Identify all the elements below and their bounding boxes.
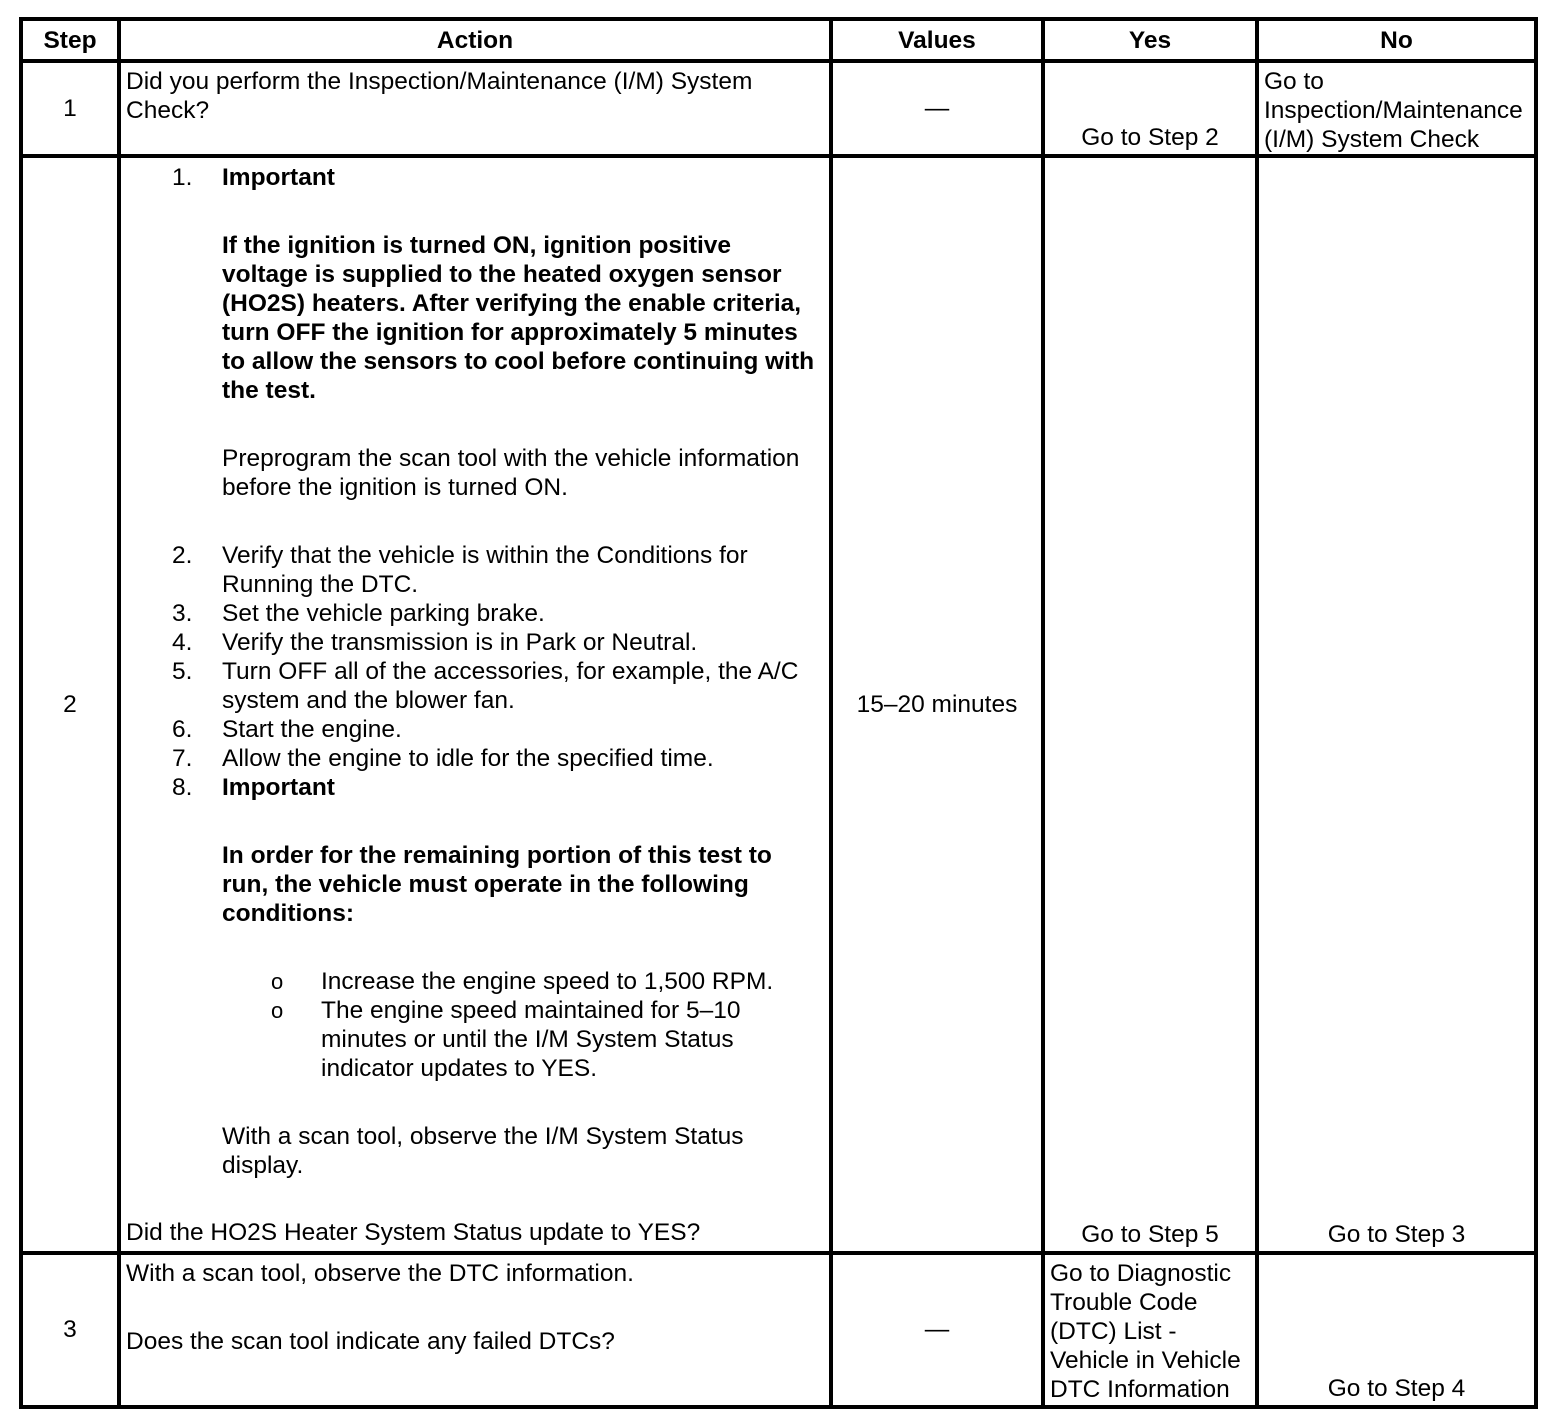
list-number: 6. — [172, 716, 193, 744]
action-cell — [119, 156, 831, 1252]
step-number: 2 — [63, 690, 77, 718]
list-number: 1. — [172, 164, 193, 192]
scan-tool-note: With a scan tool, observe the I/M System Status display. — [222, 1123, 744, 1180]
values-cell — [831, 61, 1043, 156]
yes-cell — [1043, 1253, 1257, 1407]
table-row-step-3 — [21, 1253, 1536, 1407]
bullet-text: The engine speed maintained for 5–10 minutes or until the I/M System Status indicator updates to YES. — [321, 997, 741, 1083]
list-text: Verify that the vehicle is within the Conditions for Running the DTC. — [222, 542, 748, 599]
action-text: Did you perform the Inspection/Maintenance (I/M) System Check? — [126, 68, 753, 124]
yes-link[interactable]: Go to Step 5 — [1081, 1220, 1219, 1248]
list-item — [121, 628, 829, 657]
action-cell — [119, 1253, 831, 1407]
bullet-symbol: o — [271, 998, 284, 1024]
important-warning: If the ignition is turned ON, ignition positive voltage is supplied to the heated oxygen sensor (HO2S) heaters. After verifying the enable criteria, turn OFF the ignition for approximately 5 minutes to allow the sensors to cool before continuing with the test. — [222, 232, 815, 405]
table-row-step-1 — [21, 61, 1536, 156]
values-text: 15–20 minutes — [856, 690, 1018, 718]
action-text: With a scan tool, observe the DTC information. — [126, 1259, 634, 1287]
no-link[interactable]: Go to Step 3 — [1327, 1220, 1466, 1248]
yes-cell — [1043, 61, 1257, 156]
values-text: — — [924, 95, 950, 123]
list-item — [121, 163, 829, 502]
important-title: Important — [222, 774, 335, 802]
list-text: Set the vehicle parking brake. — [222, 600, 545, 628]
yes-cell — [1043, 156, 1257, 1252]
diagnostic-table — [19, 17, 1538, 1409]
list-item — [121, 715, 829, 744]
list-number: 7. — [172, 745, 193, 773]
table-row-step-2 — [21, 156, 1536, 1252]
question-text: Does the scan tool indicate any failed DTCs? — [126, 1327, 615, 1355]
list-number: 3. — [172, 600, 193, 628]
header-values: Values — [831, 19, 1043, 61]
no-link[interactable]: Go to Step 4 — [1327, 1375, 1466, 1402]
bullet-text: Increase the engine speed to 1,500 RPM. — [321, 968, 774, 996]
list-item — [121, 541, 829, 599]
no-cell — [1257, 156, 1536, 1252]
bullet-symbol: o — [271, 969, 284, 995]
list-number: 2. — [172, 542, 193, 570]
list-text: Allow the engine to idle for the specified time. — [222, 745, 714, 773]
list-number: 8. — [172, 774, 193, 802]
step-number: 1 — [63, 95, 77, 123]
header-no: No — [1257, 19, 1536, 61]
step-number: 3 — [63, 1316, 77, 1344]
action-cell — [119, 61, 831, 156]
bullet-item — [271, 967, 829, 996]
values-text: — — [924, 1316, 950, 1344]
yes-link[interactable]: Go to Step 2 — [1081, 124, 1219, 152]
list-text: Turn OFF all of the accessories, for example, the A/C system and the blower fan. — [222, 658, 799, 715]
list-item — [121, 657, 829, 715]
no-cell — [1257, 61, 1536, 156]
yes-link[interactable]: Go to Diagnostic Trouble Code (DTC) List - Vehicle in Vehicle DTC Information — [1050, 1259, 1241, 1403]
no-cell — [1257, 1253, 1536, 1407]
step-number-cell — [21, 156, 119, 1252]
values-cell — [831, 156, 1043, 1252]
header-yes: Yes — [1043, 19, 1257, 61]
no-link[interactable]: Go to Inspection/Maintenance (I/M) System Check — [1264, 68, 1523, 153]
important-warning: In order for the remaining portion of this test to run, the vehicle must operate in the following conditions: — [222, 842, 772, 928]
list-item — [121, 744, 829, 773]
important-note: Preprogram the scan tool with the vehicle information before the ignition is turned ON. — [222, 445, 800, 502]
step-number-cell — [21, 1253, 119, 1407]
header-action: Action — [119, 19, 831, 61]
header-step: Step — [21, 19, 119, 61]
question-text: Did the HO2S Heater System Status update to YES? — [126, 1219, 701, 1247]
list-text: Start the engine. — [222, 716, 402, 744]
list-note — [121, 1122, 829, 1180]
list-number: 4. — [172, 629, 193, 657]
step-number-cell — [21, 61, 119, 156]
list-item — [121, 773, 829, 928]
list-item — [121, 599, 829, 628]
header-row — [21, 19, 1536, 61]
important-title: Important — [222, 164, 335, 192]
list-text: Verify the transmission is in Park or Neutral. — [222, 629, 698, 657]
bullet-item — [271, 996, 829, 1083]
values-cell — [831, 1253, 1043, 1407]
list-number: 5. — [172, 658, 193, 686]
